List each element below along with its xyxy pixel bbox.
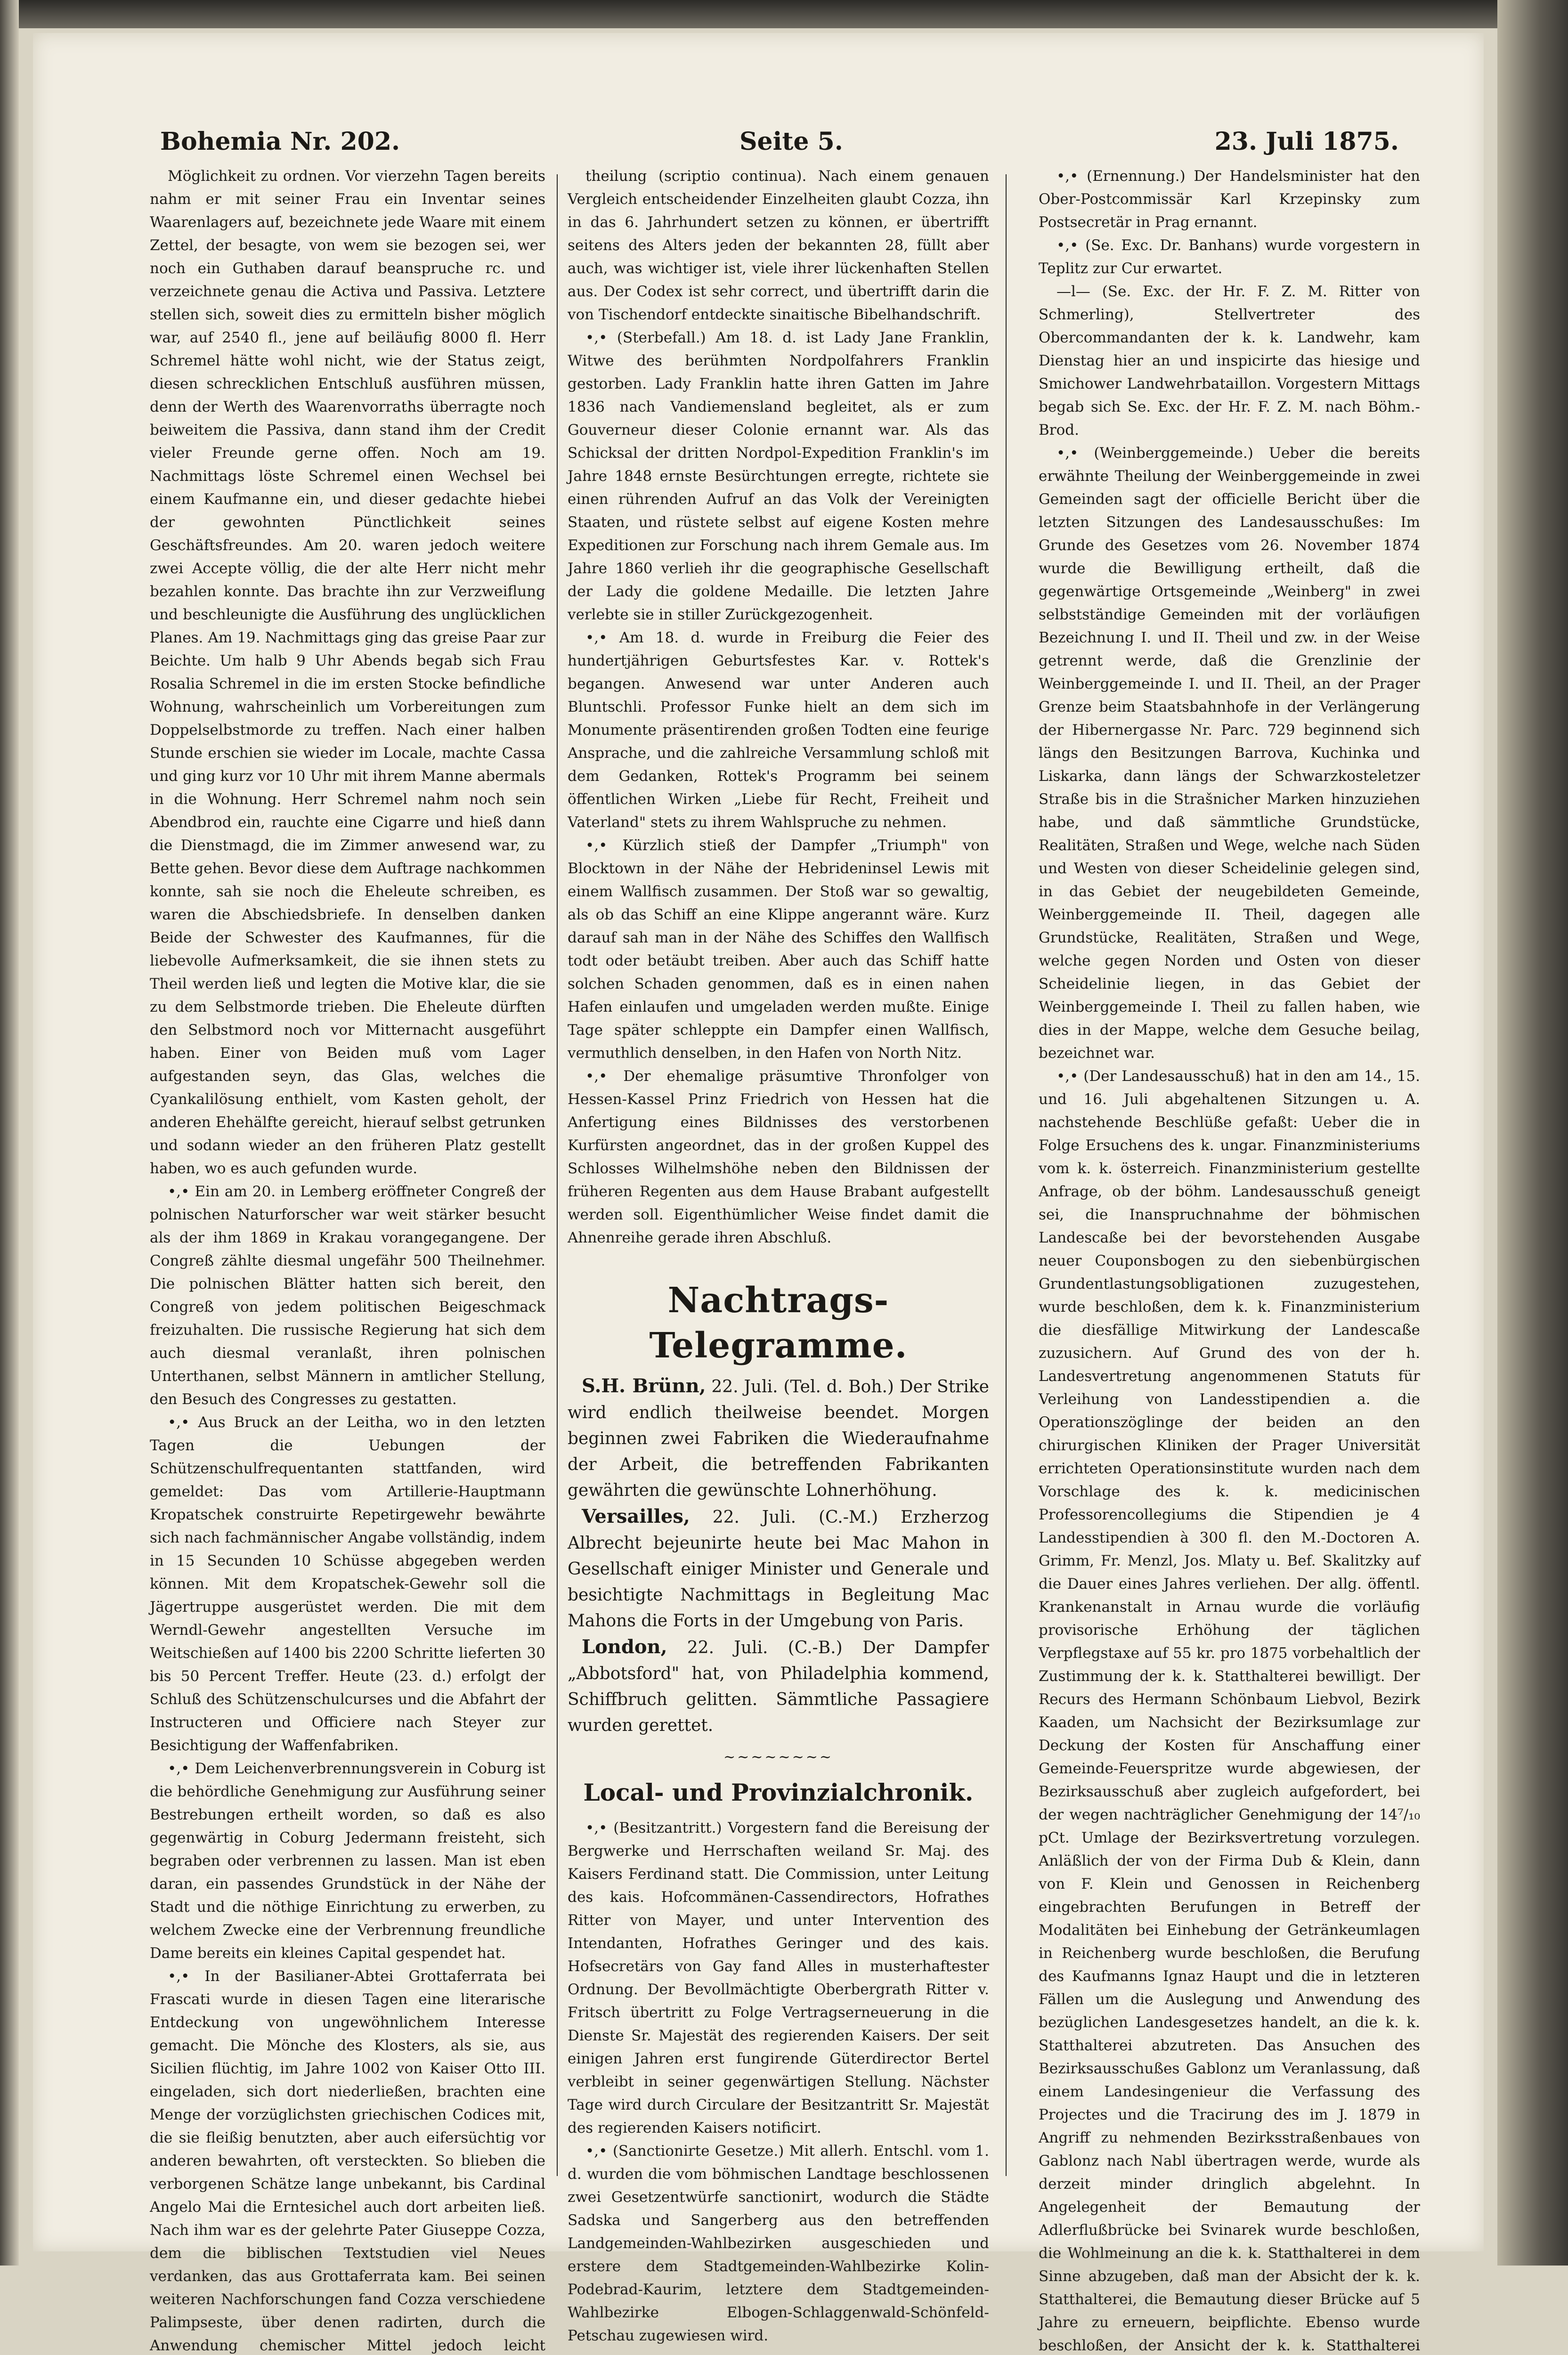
telegram-list <box>568 1373 989 1738</box>
column-rule <box>557 174 558 2176</box>
newspaper-page <box>33 33 1484 2354</box>
article-paragraph: Möglichkeit zu ordnen. Vor vierzehn Tagen bereits nahm er mit seiner Frau ein Inventar seines Waarenlagers auf, bezeichnete jede Waare mit einem Zettel, der besagte, von wem sie bezogen sei, wer noch ein Guthaben darauf beanspruche rc. und verzeichnete genau die Activa und Passiva. Letztere stellen sich, soweit dies zu ermitteln bisher möglich war, auf 2540 fl., jene auf beiläufig 8000 fl. Herr Schremel hätte wohl nicht, wie der Status zeigt, diesen schrecklichen Entschluß ausführen müssen, denn der Werth des Waarenvorraths überragte noch beiweitem die Passiva, dann stand ihm der Credit vieler Freunde gerne offen. Noch am 19. Nachmittags löste Schremel einen Wechsel bei einem Kaufmanne ein, und dieser gedachte hiebei der gewohnten Pünctlichkeit seines Geschäftsfreundes. Am 20. waren jedoch weitere zwei Accepte völlig, die der alte Herr nicht mehr bezahlen konnte. Das brachte ihn zur Verzweiflung und beschleunigte die Ausführung des unglücklichen Planes. Am 19. Nachmittags ging das greise Paar zur Beichte. Um halb 9 Uhr Abends begab sich Frau Rosalia Schremel in die im ersten Stocke befindliche Wohnung, wahrscheinlich um Vorbereitungen zum Doppelselbstmorde zu treffen. Nach einer halben Stunde erschien sie wieder im Locale, machte Cassa und ging kurz vor 10 Uhr mit ihrem Manne abermals in die Wohnung. Herr Schremel nahm noch sein Abendbrod ein, rauchte eine Cigarre und hieß dann die Dienstmagd, die im Zimmer anwesend war, zu Bette gehen. Bevor diese dem Auftrage nachkommen konnte, sah sie noch die Eheleute schreiben, es waren die Abschiedsbriefe. In denselben danken Beide der Schwester des Kaufmannes, für die liebevolle Aufmerksamkeit, die sie ihnen stets zu Theil werden ließ und legten die Motive klar, die sie zu dem Selbstmorde trieben. Die Eheleute dürften den Selbstmord noch vor Mitternacht ausgeführt haben. Einer von Beiden muß vom Lager aufgestanden seyn, das Glas, welches die Cyankalilösung enthielt, vom Kasten geholt, der anderen Ehehälfte gereicht, hierauf selbst getrunken und sodann wieder an den früheren Platz gestellt haben, wo es auch gefunden wurde. <box>150 168 545 1177</box>
article-paragraph: •,• (Weinberggemeinde.) Ueber die bereits erwähnte Theilung der Weinberggemeinde in zwei Gemeinden sagt der officielle Bericht über die letzten Sitzungen des Landesausschußes: Im Grunde des Gesetzes vom 26. November 1874 wurde die Bewilligung ertheilt, daß die gegenwärtige Ortsgemeinde „Weinberg" in zwei selbstständige Gemeinden mit der vorläufigen Bezeichnung I. und II. Theil und zw. in der Weise getrennt werde, daß die Grenzlinie der Weinberggemeinde I. und II. Theil, an der Prager Grenze beim Staatsbahnhofe in der Verlängerung der Hibernergasse Nr. Parc. 729 beginnend sich längs den Besitzungen Barrova, Kuchinka und Liskarka, dann längs der Schwarzkosteletzer Straße bis in die Strašnicher Marken hinzuziehen habe, und daß sämmtliche Grundstücke, Realitäten, Straßen und Wege, welche nach Süden und Westen von dieser Scheidelinie gelegen sind, in das Gebiet der neugebildeten Gemeinde, Weinberggemeinde II. Theil, dagegen alle Grundstücke, Realitäten, Straßen und Wege, welche gegen Norden und Osten von dieser Scheidelinie liegen, in das Gebiet der Weinberggemeinde I. Theil zu fallen haben, wie dies in der Mappe, welche dem Gesuche beilag, bezeichnet war. <box>1039 445 1420 1062</box>
telegram-item <box>568 1634 989 1738</box>
scan-right-edge <box>1497 0 1568 2266</box>
article-paragraph: —l— (Se. Exc. der Hr. F. Z. M. Ritter von Schmerling), Stellvertreter des Obercommandanten der k. k. Landwehr, kam Dienstag hier an und inspicirte das hiesige und Smichower Landwehrbataillon. Vorgestern Mittags begab sich Se. Exc. der Hr. F. Z. M. nach Böhm.-Brod. <box>1039 283 1420 439</box>
article-paragraph: •,• (Besitzantritt.) Vorgestern fand die Bereisung der Bergwerke und Herrschaften weiland Sr. Maj. des Kaisers Ferdinand statt. Die Commission, unter Leitung des kais. Hofcommänen-Cassendirectors, Hofrathes Ritter von Mayer, und unter Intervention des Intendanten, Hofrathes Geringer und des kais. Hofsecretärs von Gay fand Alles in musterhaftester Ordnung. Der Bevollmächtigte Oberbergrath Ritter v. Fritsch übertritt zu Folge Vertragserneuerung in die Dienste Sr. Majestät des regierenden Kaisers. Der seit einigen Jahren erst fungirende Güterdirector Bertel verbleibt in seiner gegenwärtigen Stellung. Nächster Tage wird durch Circulare der Besitzantritt Sr. Majestät des regierenden Kaisers notificirt. <box>568 1819 989 2136</box>
telegram-text: 22. Juli. (C.-B.) Der Dampfer „Abbotsford" hat, von Philadelphia kommend, Schiffbruch gelitten. Sämmtliche Passagiere wurden gerettet. <box>568 1638 989 1735</box>
telegram-item <box>568 1503 989 1634</box>
article-paragraph: •,• (Ernennung.) Der Handelsminister hat den Ober-Postcommissär Karl Krzepinsky zum Postsecretär in Prag ernannt. <box>1039 168 1420 231</box>
telegram-place: London, <box>582 1636 667 1658</box>
article-paragraph: •,• (Sanctionirte Gesetze.) Mit allerh. Entschl. vom 1. d. wurden die vom böhmischen Landtage beschlossenen zwei Gesetzentwürfe sanctionirt, wodurch die Städte Sadska und Sangerberg aus den betreffenden Landgemeinden-Wahlbezirken ausgeschieden und erstere dem Stadtgemeinden-Wahlbezirke Kolin-Podebrad-Kaurim, letztere dem Stadtgemeinden-Wahlbezirke Elbogen-Schlaggenwald-Schönfeld-Petschau zugewiesen wird. <box>568 2143 989 2344</box>
column-1 <box>150 165 545 2354</box>
scan-left-edge <box>0 0 19 2266</box>
article-paragraph: •,• Kürzlich stieß der Dampfer „Triumph" von Blocktown in der Nähe der Hebrideninsel Lewis mit einem Wallfisch zusammen. Der Stoß war so gewaltig, als ob das Schiff an eine Klippe angerannt wäre. Kurz darauf sah man in der Nähe des Schiffes den Wallfisch todt oder betäubt treiben. Aber auch das Schiff hatte solchen Schaden genommen, daß es in einen nahen Hafen einlaufen und umgeladen werden mußte. Einige Tage später schleppte ein Dampfer einen Wallfisch, vermuthlich denselben, in den Hafen von North Nitz. <box>568 837 989 1062</box>
telegram-section-title: Nachtrags-Telegramme. <box>649 1280 908 1366</box>
article-paragraph: •,• (Se. Exc. Dr. Banhans) wurde vorgestern in Teplitz zur Cur erwartet. <box>1039 237 1420 277</box>
header-date: 23. Juli 1875. <box>1214 127 1399 156</box>
header-page-number: Seite 5. <box>739 127 843 156</box>
article-paragraph: •,• Am 18. d. wurde in Freiburg die Feier des hundertjährigen Geburtsfestes Kar. v. Rottek's begangen. Anwesend war unter Anderen auch Bluntschli. Professor Funke hielt an dem sich im Monumente präsentirenden großen Todten eine feurige Ansprache, und die zahlreiche Versammlung schloß mit dem Gedanken, Rottek's Programm bei seinem öffentlichen Wirken „Liebe für Recht, Freiheit und Vaterland" stets zu ihrem Wahlspruche zu nehmen. <box>568 629 989 831</box>
article-paragraph: •,• Aus Bruck an der Leitha, wo in den letzten Tagen die Uebungen der Schützenschulfrequentanten stattfanden, wird gemeldet: Das vom Artillerie-Hauptmann Kropatschek construirte Repetirgewehr bewährte sich nach fachmännischer Angabe vollständig, indem in 15 Secunden 10 Schüsse abgegeben werden können. Mit dem Kropatschek-Gewehr soll die Jägertruppe ausgerüstet werden. Die mit dem Werndl-Gewehr angestellten Versuche im Weitschießen auf 1400 bis 2200 Schritte lieferten 30 bis 50 Percent Treffer. Heute (23. d.) erfolgt der Schluß des Schützenschulcurses und die Abfahrt der Instructeren und Officiere nach Steyer zur Besichtigung der Waffenfabriken. <box>150 1414 545 1754</box>
article-paragraph: •,• (Der Landesausschuß) hat in den am 14., 15. und 16. Juli abgehaltenen Sitzungen u. A. nachstehende Beschlüße gefaßt: Ueber die in Folge Ersuchens des k. ungar. Finanzministeriums vom k. k. österreich. Finanzministerium gestellte Anfrage, ob der böhm. Landesausschuß geneigt sei, die Inanspruchnahme der böhmischen Landescaße bei der bevorstehenden Ausgabe neuer Couponsbogen zu den siebenbürgischen Grundentlastungsobligationen zuzugestehen, wurde beschloßen, dem k. k. Finanzministerium die diesfällige Mitwirkung der Landescaße zuzusichern. Auf Grund des von der h. Landesvertretung angenommenen Statuts für Verleihung von Landesstipendien a. die Operationszöglinge der beiden an den chirurgischen Kliniken der Prager Universität errichteten Operationsinstitute wurden nach dem Vorschlage des k. k. medicinischen Professorencollegiums die Stipendien je 4 Landesstipendien à 300 fl. den M.-Doctoren A. Grimm, Fr. Menzl, Jos. Mlaty u. Bef. Skalitzky auf die Dauer eines Jahres verliehen. Der allg. öffentl. Krankenanstalt in Arnau wurde die vorläufig provisorische Erhöhung der täglichen Verpflegstaxe auf 55 kr. pro 1875 vorbehaltlich der Zustimmung der k. k. Statthalterei bewilligt. Der Recurs des Hermann Schönbaum Liebvol, Bezirk Kaaden, um Nachsicht der Bezirksumlage zur Deckung der Kosten für Anschaffung einer Gemeinde-Feuerspritze wurde abgewiesen, der Bezirksausschuß aber zugleich aufgefordert, bei der wegen nachträglicher Genehmigung der 14⁷/₁₀ pCt. Umlage der Bezirksvertretung vorzulegen. Anläßlich der von der Firma Dub & Klein, dann von F. Klein und Genossen in Reichenberg eingebrachten Berufungen in Betreff der Modalitäten bei Einhebung der Getränkeumlagen in Reichenberg wurde beschloßen, die Berufung des Kaufmanns Ignaz Haupt und die in letzteren Fällen um die Auslegung und Anwendung des bezüglichen Landesgesetzes handelt, an die k. k. Statthalterei abzutreten. Das Ansuchen des Bezirksausschußes Gablonz um Veranlassung, daß einem Landesingenieur die Verfassung des Projectes und die Tracirung des im J. 1879 in Angriff zu nehmenden Bezirksstraßenbaues von Gablonz nach Nabl übertragen werde, wurde als derzeit minder dringlich abgelehnt. In Angelegenheit der Bemautung der Adlerflußbrücke bei Svinarek wurde beschloßen, die Wohlmeinung an die k. k. Statthalterei in dem Sinne abzugeben, daß man der Absicht der k. k. Statthalterei, die Bemautung dieser Brücke auf 5 Jahre zu erneuern, beipflichte. Ebenso wurde beschloßen, der Ansicht der k. k. Statthalterei <box>1039 1068 1420 2354</box>
column-3 <box>1039 165 1420 2354</box>
telegram-item <box>568 1373 989 1503</box>
article-paragraph: •,• Ein am 20. in Lemberg eröffneter Congreß der polnischen Naturforscher war weit stärker besucht als der ihm 1869 in Krakau vorangegangene. Der Congreß zählte diesmal ungefähr 500 Theilnehmer. Die polnischen Blätter hatten sich bereit, den Congreß von jedem politischen Beigeschmack freizuhalten. Die russische Regierung hat sich dem auch diesmal veranlaßt, ihren polnischen Unterthanen, selbst Männern in amtlicher Stellung, den Besuch des Congresses zu gestatten. <box>150 1183 545 1408</box>
article-paragraph: •,• (Sterbefall.) Am 18. d. ist Lady Jane Franklin, Witwe des berühmten Nordpolfahrers Franklin gestorben. Lady Franklin hatte ihren Gatten im Jahre 1836 nach Vandiemensland begleitet, als er zum Gouverneur dieser Colonie ernannt war. Als das Schicksal der dritten Nordpol-Expedition Franklin's im Jahre 1848 ernste Besürchtungen erregte, richtete sie einen rührenden Aufruf an das Volk der Vereinigten Staaten, und rüstete selbst auf eigene Kosten mehre Expeditionen zur Forschung nach ihrem Gemale aus. Im Jahre 1860 verlieh ihr die geographische Gesellschaft der Lady die goldene Medaille. Die letzten Jahre verlebte sie in stiller Zurückgezogenheit. <box>568 329 989 623</box>
telegram-text: 22. Juli. (Tel. d. Boh.) Der Strike wird endlich theilweise beendet. Morgen beginnen zwei Fabriken die Wiederaufnahme der Arbeit, die betreffenden Fabrikanten gewährten die gewünschte Lohnerhöhung. <box>568 1377 989 1500</box>
article-paragraph: theilung (scriptio continua). Nach einem genauen Vergleich entscheidender Einzelheiten glaubt Cozza, ihn in das 6. Jahrhundert setzen zu können, er übertrifft seitens des Alters jeden der bekannten 28, füllt aber auch, was wichtiger ist, viele ihrer lückenhaften Stellen aus. Der Codex ist sehr correct, und übertrifft darin die von Tischendorf entdeckte sinaitische Bibelhandschrift. <box>568 168 989 323</box>
article-paragraph: •,• In der Basilianer-Abtei Grottaferrata bei Frascati wurde in diesen Tagen eine literarische Entdeckung von ungewöhnlichem Interesse gemacht. Die Mönche des Klosters, als sie, aus Sicilien flüchtig, im Jahre 1002 von Kaiser Otto III. eingeladen, sich dort niederließen, brachten eine Menge der vorzüglichsten griechischen Codices mit, die sie fleißig benutzten, aber auch eifersüchtig vor anderen bewahrten, oft versteckten. So blieben die verborgenen Schätze lange unbekannt, bis Cardinal Angelo Mai die Erntesichel auch dort arbeiten ließ. Nach ihm war es der gelehrte Pater Giuseppe Cozza, dem die biblischen Textstudien viel Neues verdanken, das aus Grottaferrata kam. Bei seinen weiteren Nachforschungen fand Cozza verschiedene Palimpseste, über denen radirten, durch die Anwendung chemischer Mittel jedoch leicht <box>150 1968 545 2354</box>
section-divider: ~~~~~~~~ <box>723 1749 834 1765</box>
chronicle-section-title: Local- und Provinzialchronik. <box>583 1778 974 1806</box>
header-title: Bohemia Nr. 202. <box>160 127 400 156</box>
telegram-text: 22. Juli. (C.-M.) Erzherzog Albrecht bejeunirte heute bei Mac Mahon in Gesellschaft einiger Minister und Generale und besichtigte Nachmittags in Begleitung Mac Mahons die Forts in der Umgebung von Paris. <box>568 1508 989 1631</box>
telegram-place: Versailles, <box>582 1505 690 1527</box>
page-header <box>127 104 1399 160</box>
article-paragraph: •,• Dem Leichenverbrennungsverein in Coburg ist die behördliche Genehmigung zur Ausführung seiner Bestrebungen ertheilt worden, so daß es also gegenwärtig in Coburg Jedermann freisteht, sich begraben oder verbrennen zu lassen. Man ist eben daran, ein passendes Grundstück in der Nähe der Stadt und die nöthige Einrichtung zu erwerben, zu welchem Zwecke eine der Verbrennung freundliche Dame bereits ein kleines Capital gespendet hat. <box>150 1760 545 1962</box>
column-rule <box>1006 174 1007 2176</box>
article-paragraph: •,• Der ehemalige präsumtive Thronfolger von Hessen-Kassel Prinz Friedrich von Hessen hat die Anfertigung eines Bildnisses des verstorbenen Kurfürsten angeordnet, das in der großen Kuppel des Schlosses Wilhelmshöhe neben den Bildnissen der früheren Regenten aus dem Hause Brabant aufgestellt werden soll. Eigenthümlicher Weise findet damit die Ahnenreihe gerade ihren Abschluß. <box>568 1068 989 1246</box>
scan-top-edge <box>0 0 1568 28</box>
telegram-place: S.H. Brünn, <box>582 1375 706 1397</box>
column-2 <box>568 165 989 2344</box>
